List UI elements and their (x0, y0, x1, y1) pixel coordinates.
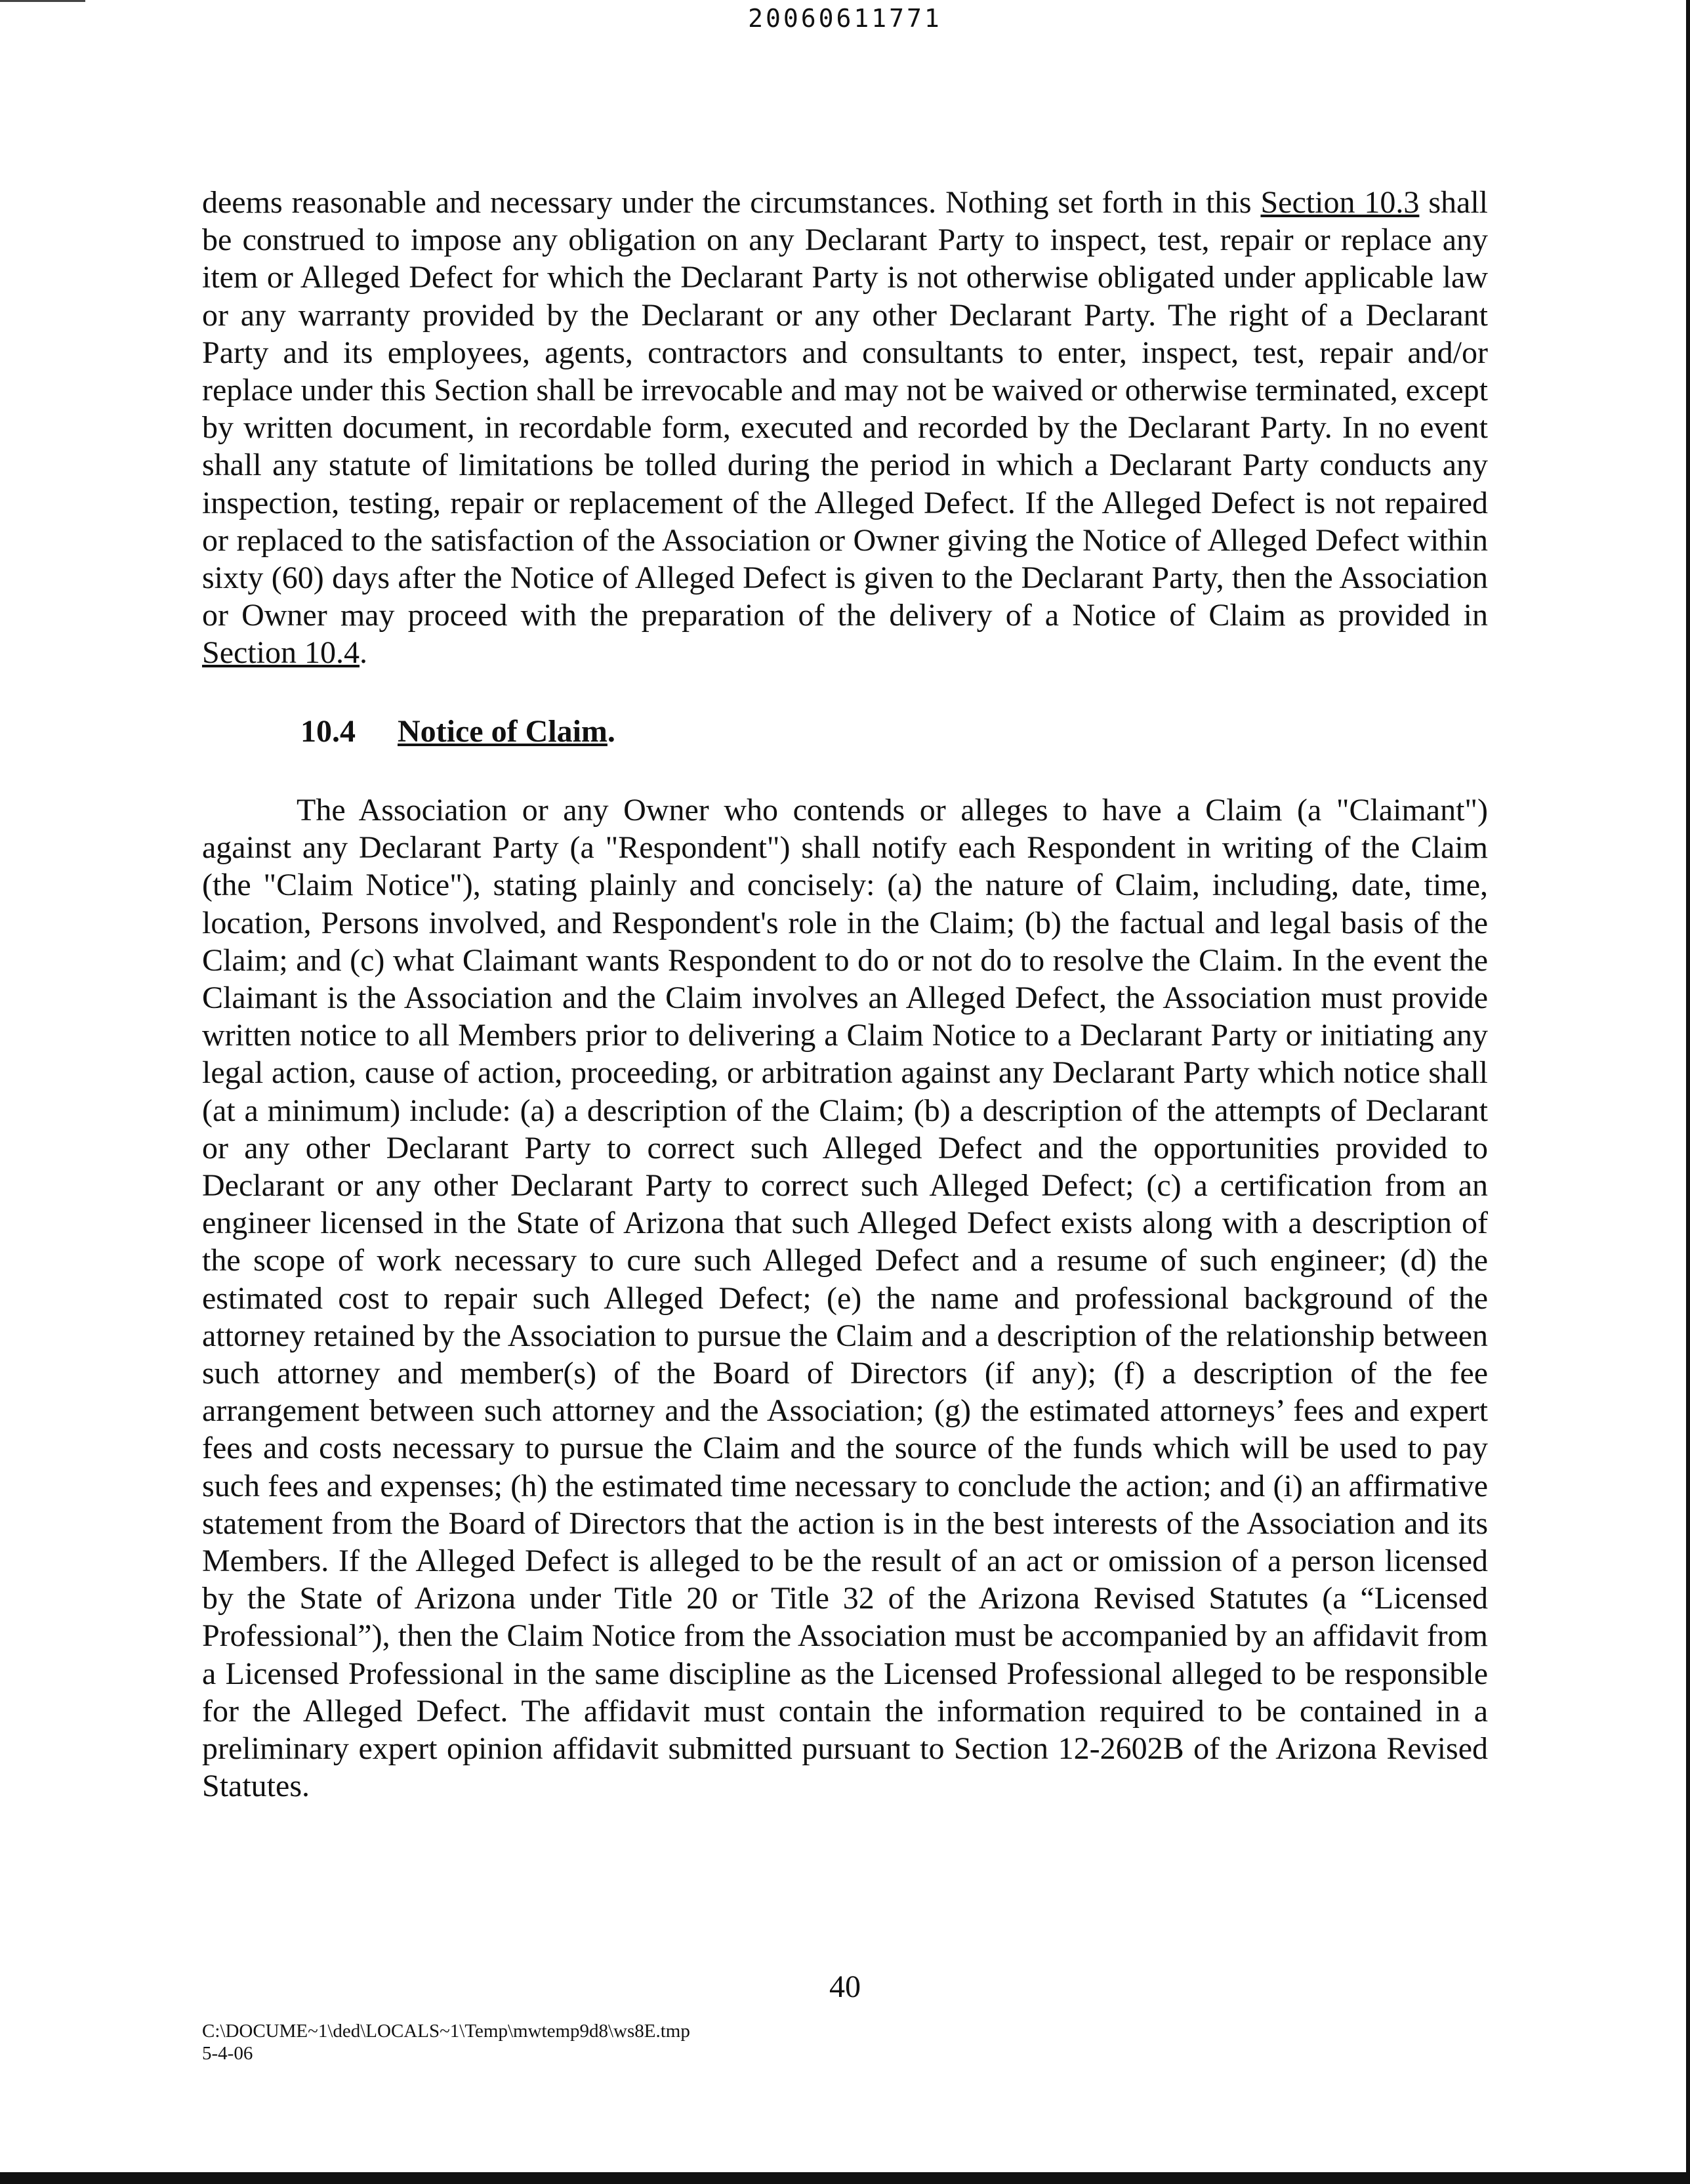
scan-border-bottom (0, 2172, 1690, 2184)
document-number: 20060611771 (748, 4, 942, 33)
paragraph-text: shall be construed to impose any obligation on any Declarant Party to inspect, test, repair or replace any item or Alleged Defect for which the Declarant Party is not otherwise obligated under applicable law or any warranty provided by the Declarant or any other Declarant Party. The right of a Declarant Party and its employees, agents, contractors and consultants to enter, inspect, test, repair and/or replace under this Section shall be irrevocable and may not be waived or otherwise terminated, except by written document, in recordable form, executed and recorded by the Declarant Party. In no event shall any statute of limitations be tolled during the period in which a Declarant Party conducts any inspection, testing, repair or replacement of the Alleged Defect. If the Alleged Defect is not repaired or replaced to the satisfaction of the Association or Owner giving the Notice of Alleged Defect within sixty (60) days after the Notice of Alleged Defect is given to the Declarant Party, then the Association or Owner may proceed with the preparation of the delivery of a Notice of Claim as provided in (202, 185, 1488, 633)
paragraph-text: deems reasonable and necessary under the circumstances. Nothing set forth in this (202, 185, 1261, 220)
section-title-period: . (607, 714, 615, 749)
paragraph-notice-of-claim: The Association or any Owner who contends or alleges to have a Claim (a "Claimant") against any Declarant Party (a "Respondent") shall notify each Respondent in writing of the Claim (the "Claim Notice"), stating plainly and concisely: (a) the nature of Claim, including, date, time, location, Persons involved, and Respondent's role in the Claim; (b) the factual and legal basis of the Claim; and (c) what Claimant wants Respondent to do or not do to resolve the Claim. In the event the Claimant is the Association and the Claim involves an Alleged Defect, the Association must provide written notice to all Members prior to delivering a Claim Notice to a Declarant Party or initiating any legal action, cause of action, proceeding, or arbitration against any Declarant Party which notice shall (at a minimum) include: (a) a description of the Claim; (b) a description of the attempts of Declarant or any other Declarant Party to correct such Alleged Defect and the opportunities provided to Declarant or any other Declarant Party to correct such Alleged Defect; (c) a certification from an engineer licensed in the State of Arizona that such Alleged Defect exists along with a description of the scope of work necessary to cure such Alleged Defect and a resume of such engineer; (d) the estimated cost to repair such Alleged Defect; (e) the name and professional background of the attorney retained by the Association to pursue the Claim and a description of the relationship between such attorney and member(s) of the Board of Directors (if any); (f) a description of the fee arrangement between such attorney and the Association; (g) the estimated attorneys’ fees and expert fees and costs necessary to pursue the Claim and the source of the funds which will be used to pay such fees and expenses; (h) the estimated time necessary to conclude the action; and (i) an affirmative statement from the Board of Directors that the action is in the best interests of the Association and its Members. If the Alleged Defect is alleged to be the result of an act or omission of a person licensed by the State of Arizona under Title 20 or Title 32 of the Arizona Revised Statutes (a “Licensed Professional”), then the Claim Notice from the Association must be accompanied by an affidavit from a Licensed Professional in the same discipline as the Licensed Professional alleged to be responsible for the Alleged Defect. The affidavit must contain the information required to be contained in a preliminary expert opinion affidavit submitted pursuant to Section 12-2602B of the Arizona Revised Statutes. (202, 793, 1488, 1804)
footer-file-path: C:\DOCUME~1\ded\LOCALS~1\Temp\mwtemp9d8\ws8E.tmp (202, 2021, 690, 2042)
section-reference-10-4: Section 10.4 (202, 635, 360, 671)
paragraph-text: . (359, 635, 367, 671)
scan-border-top (0, 0, 85, 2)
footer-date: 5-4-06 (202, 2043, 253, 2064)
section-title: Notice of Claim (398, 714, 608, 749)
section-number: 10.4 (300, 714, 356, 749)
page-number: 40 (829, 1969, 861, 2004)
section-heading (300, 713, 615, 750)
scan-border-right (1686, 0, 1690, 2184)
paragraph-continuation (202, 184, 1488, 672)
section-reference-10-3: Section 10.3 (1260, 185, 1420, 220)
